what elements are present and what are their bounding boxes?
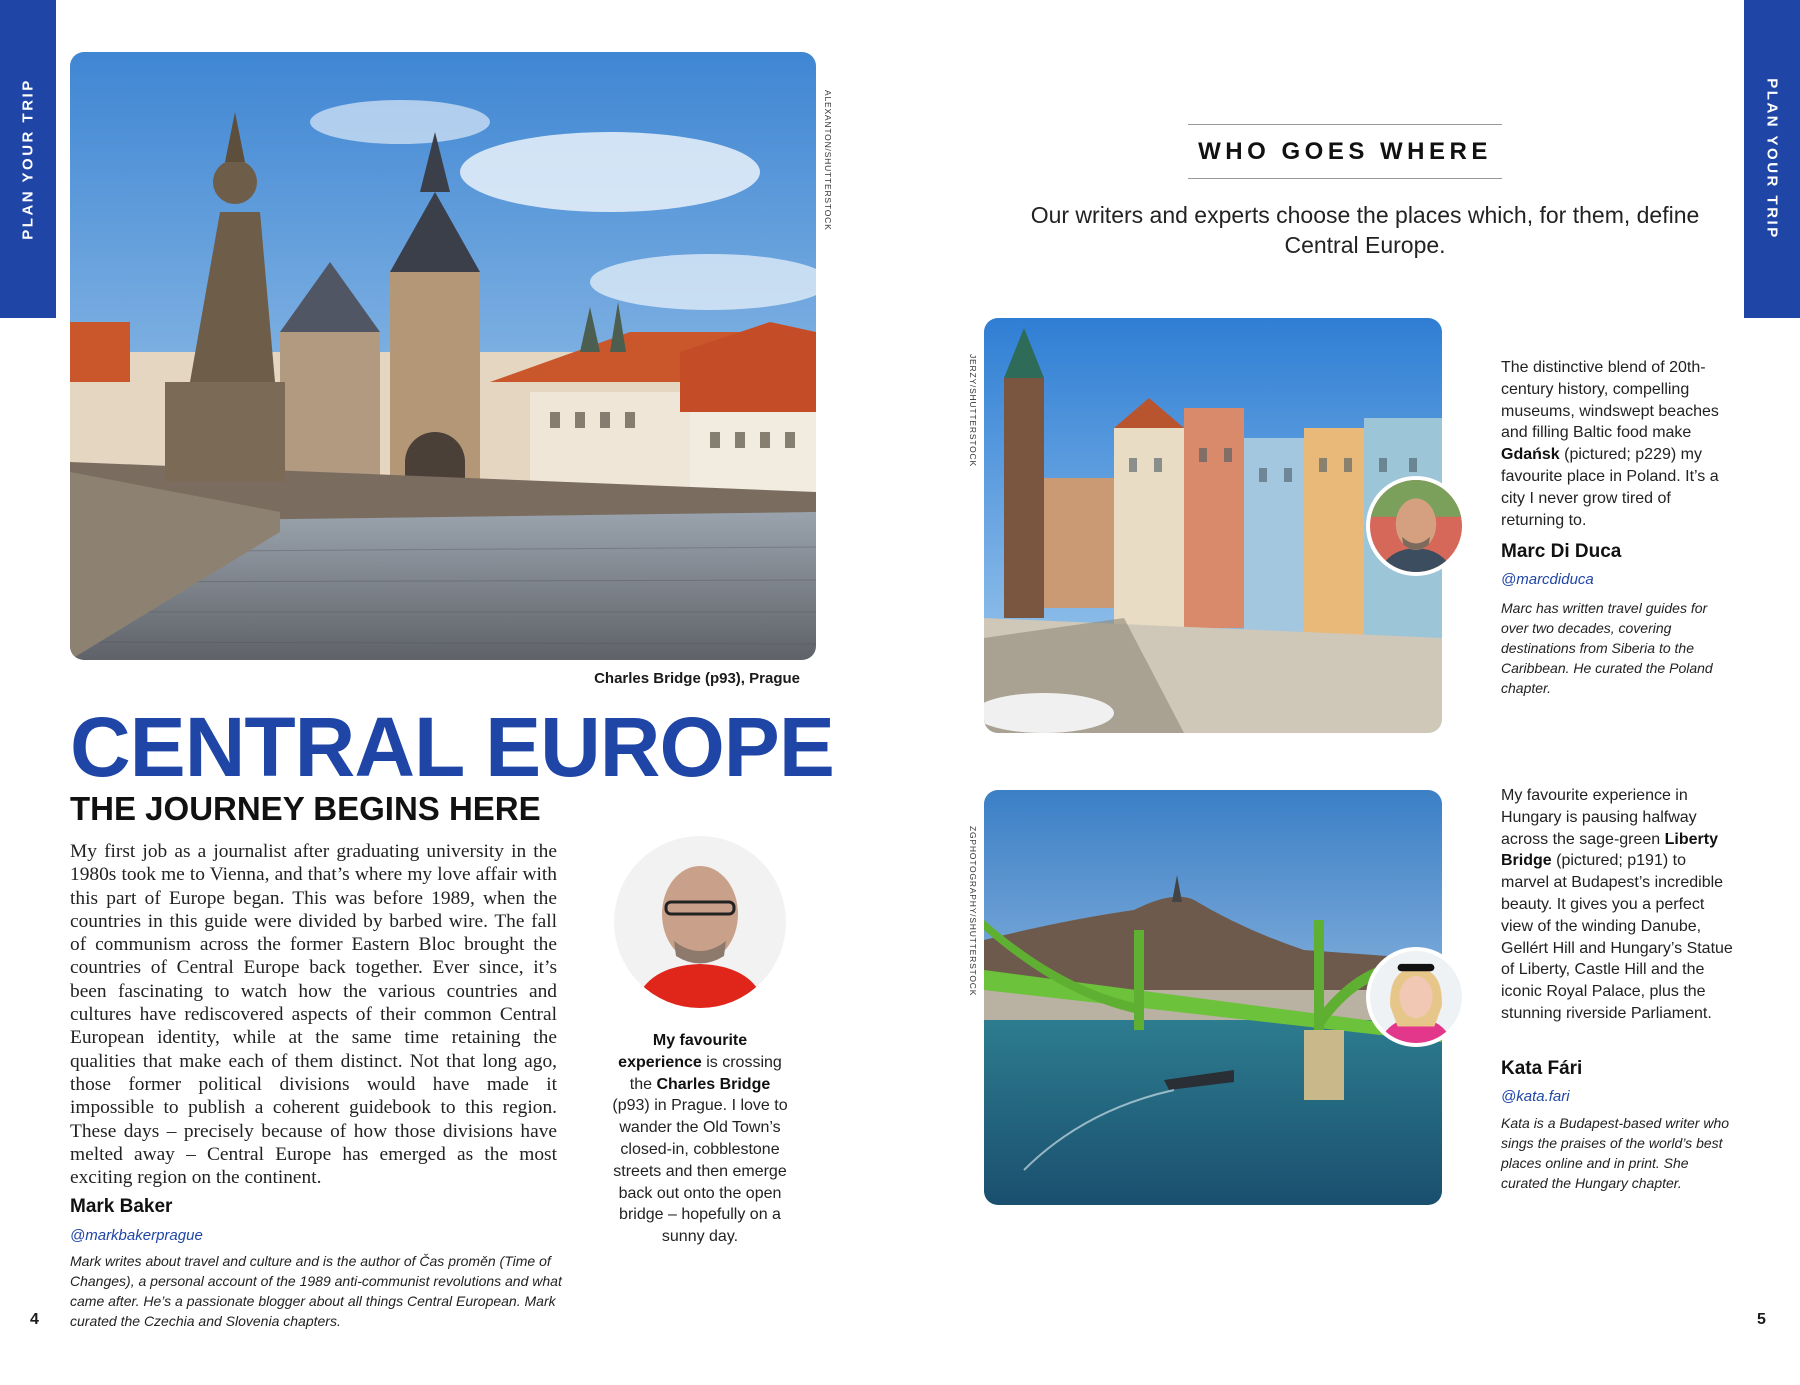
divider (1188, 178, 1502, 179)
writer-text-part: My favourite experience in Hungary is pausing halfway across the sage-green (1501, 787, 1697, 848)
page-number-right: 5 (1757, 1311, 1766, 1328)
writer-bio: Marc has written travel guides for over two decades, covering destinations from Siberia to the Caribbean. He curated the Poland chapter. (1501, 600, 1713, 696)
writer-text-part: The distinctive blend of 20th-century history, compelling museums, windswept beaches and filling Baltic food make (1501, 359, 1719, 442)
writer-text (1501, 785, 1736, 1025)
author-name: Mark Baker (70, 1196, 173, 1217)
quote-lead: My favourite experience (618, 1032, 748, 1071)
author-quote (612, 1030, 788, 1248)
section-intro: Our writers and experts choose the places which, for them, define Central Europe. (1030, 202, 1700, 258)
writer-avatar (1366, 476, 1466, 576)
page-subtitle: THE JOURNEY BEGINS HERE (70, 790, 541, 827)
writer-text (1501, 357, 1736, 531)
place-highlight: Liberty Bridge (1501, 830, 1718, 870)
writer-text-part: (pictured; p191) to marvel at Budapest’s incredible beauty. It gives you a perfect view of the winding Danube, Gellért Hill and Hungary’s Statue of Liberty, Castle Hill and the iconic Royal Palace, plus the stunning riverside Parliament. (1501, 852, 1733, 1022)
writer-handle[interactable]: @marcdiduca (1501, 571, 1594, 588)
page-number-left: 4 (30, 1311, 39, 1328)
author-handle[interactable]: @markbakerprague (70, 1227, 203, 1244)
author-avatar (614, 836, 786, 1008)
quote-text: (p93) in Prague. I love to wander the Old Town’s closed-in, cobblestone streets and then emerge back out onto the open bridge – hopefully on a sunny day. (612, 1097, 788, 1246)
section-tab-right (1744, 0, 1800, 318)
author-bio: Mark writes about travel and culture and is the author of Čas proměn (Time of Changes), a personal account of the 1989 anti-communist revolutions and what came after. He’s a passionate blogger about all things Central European. Mark curated the Czechia and Slovenia chapters. (70, 1253, 562, 1329)
writer-handle[interactable]: @kata.fari (1501, 1088, 1570, 1105)
writer-text-part: (pictured; p229) my favourite place in Poland. It’s a city I never grow tired of returning to. (1501, 446, 1719, 529)
page-title: CENTRAL EUROPE (70, 700, 834, 794)
section-tab-label: PLAN YOUR TRIP (1763, 78, 1781, 240)
place-highlight: Gdańsk (1501, 446, 1560, 464)
section-tab-label: PLAN YOUR TRIP (19, 78, 37, 240)
writer-avatar (1366, 947, 1466, 1047)
divider (1188, 124, 1502, 125)
section-heading: WHO GOES WHERE (1198, 138, 1492, 165)
writer-name: Marc Di Duca (1501, 541, 1622, 562)
photo-credit: ZGPHOTOGRAPHY/SHUTTERSTOCK (968, 826, 978, 997)
quote-text: is crossing the (629, 1053, 782, 1093)
photo-credit: ALEXANTON/SHUTTERSTOCK (823, 90, 833, 231)
writer-bio: Kata is a Budapest-based writer who sings the praises of the world’s best places online and in print. She curated the Hungary chapter. (1501, 1115, 1730, 1191)
section-tab-left (0, 0, 56, 318)
intro-body: My first job as a journalist after graduating university in the 1980s took me to Vienna, and that’s where my love affair with this part of Europe began. This was before 1989, when the countries in this guide were divided by barbed wire. The fall of communism across the former Eastern Bloc brought the countries of Central Europe back together. Ever since, it’s been fascinating to watch how the various countries and cultures have rediscovered aspects of their common Central European identity, while at the same time retaining the qualities that make each of them distinct. Not that long ago, those former political divisions would have made it impossible to publish a coherent guidebook to this region. These days – precisely because of how those divisions have melted away – Central Europe has emerged as the most exciting region on the continent. (70, 841, 557, 1189)
writer-name: Kata Fári (1501, 1058, 1583, 1079)
photo-caption: Charles Bridge (p93), Prague (594, 670, 800, 687)
charles-bridge-photo (70, 52, 816, 660)
photo-credit: JERZY/SHUTTERSTOCK (968, 354, 978, 467)
quote-highlight: Charles Bridge (656, 1075, 771, 1093)
